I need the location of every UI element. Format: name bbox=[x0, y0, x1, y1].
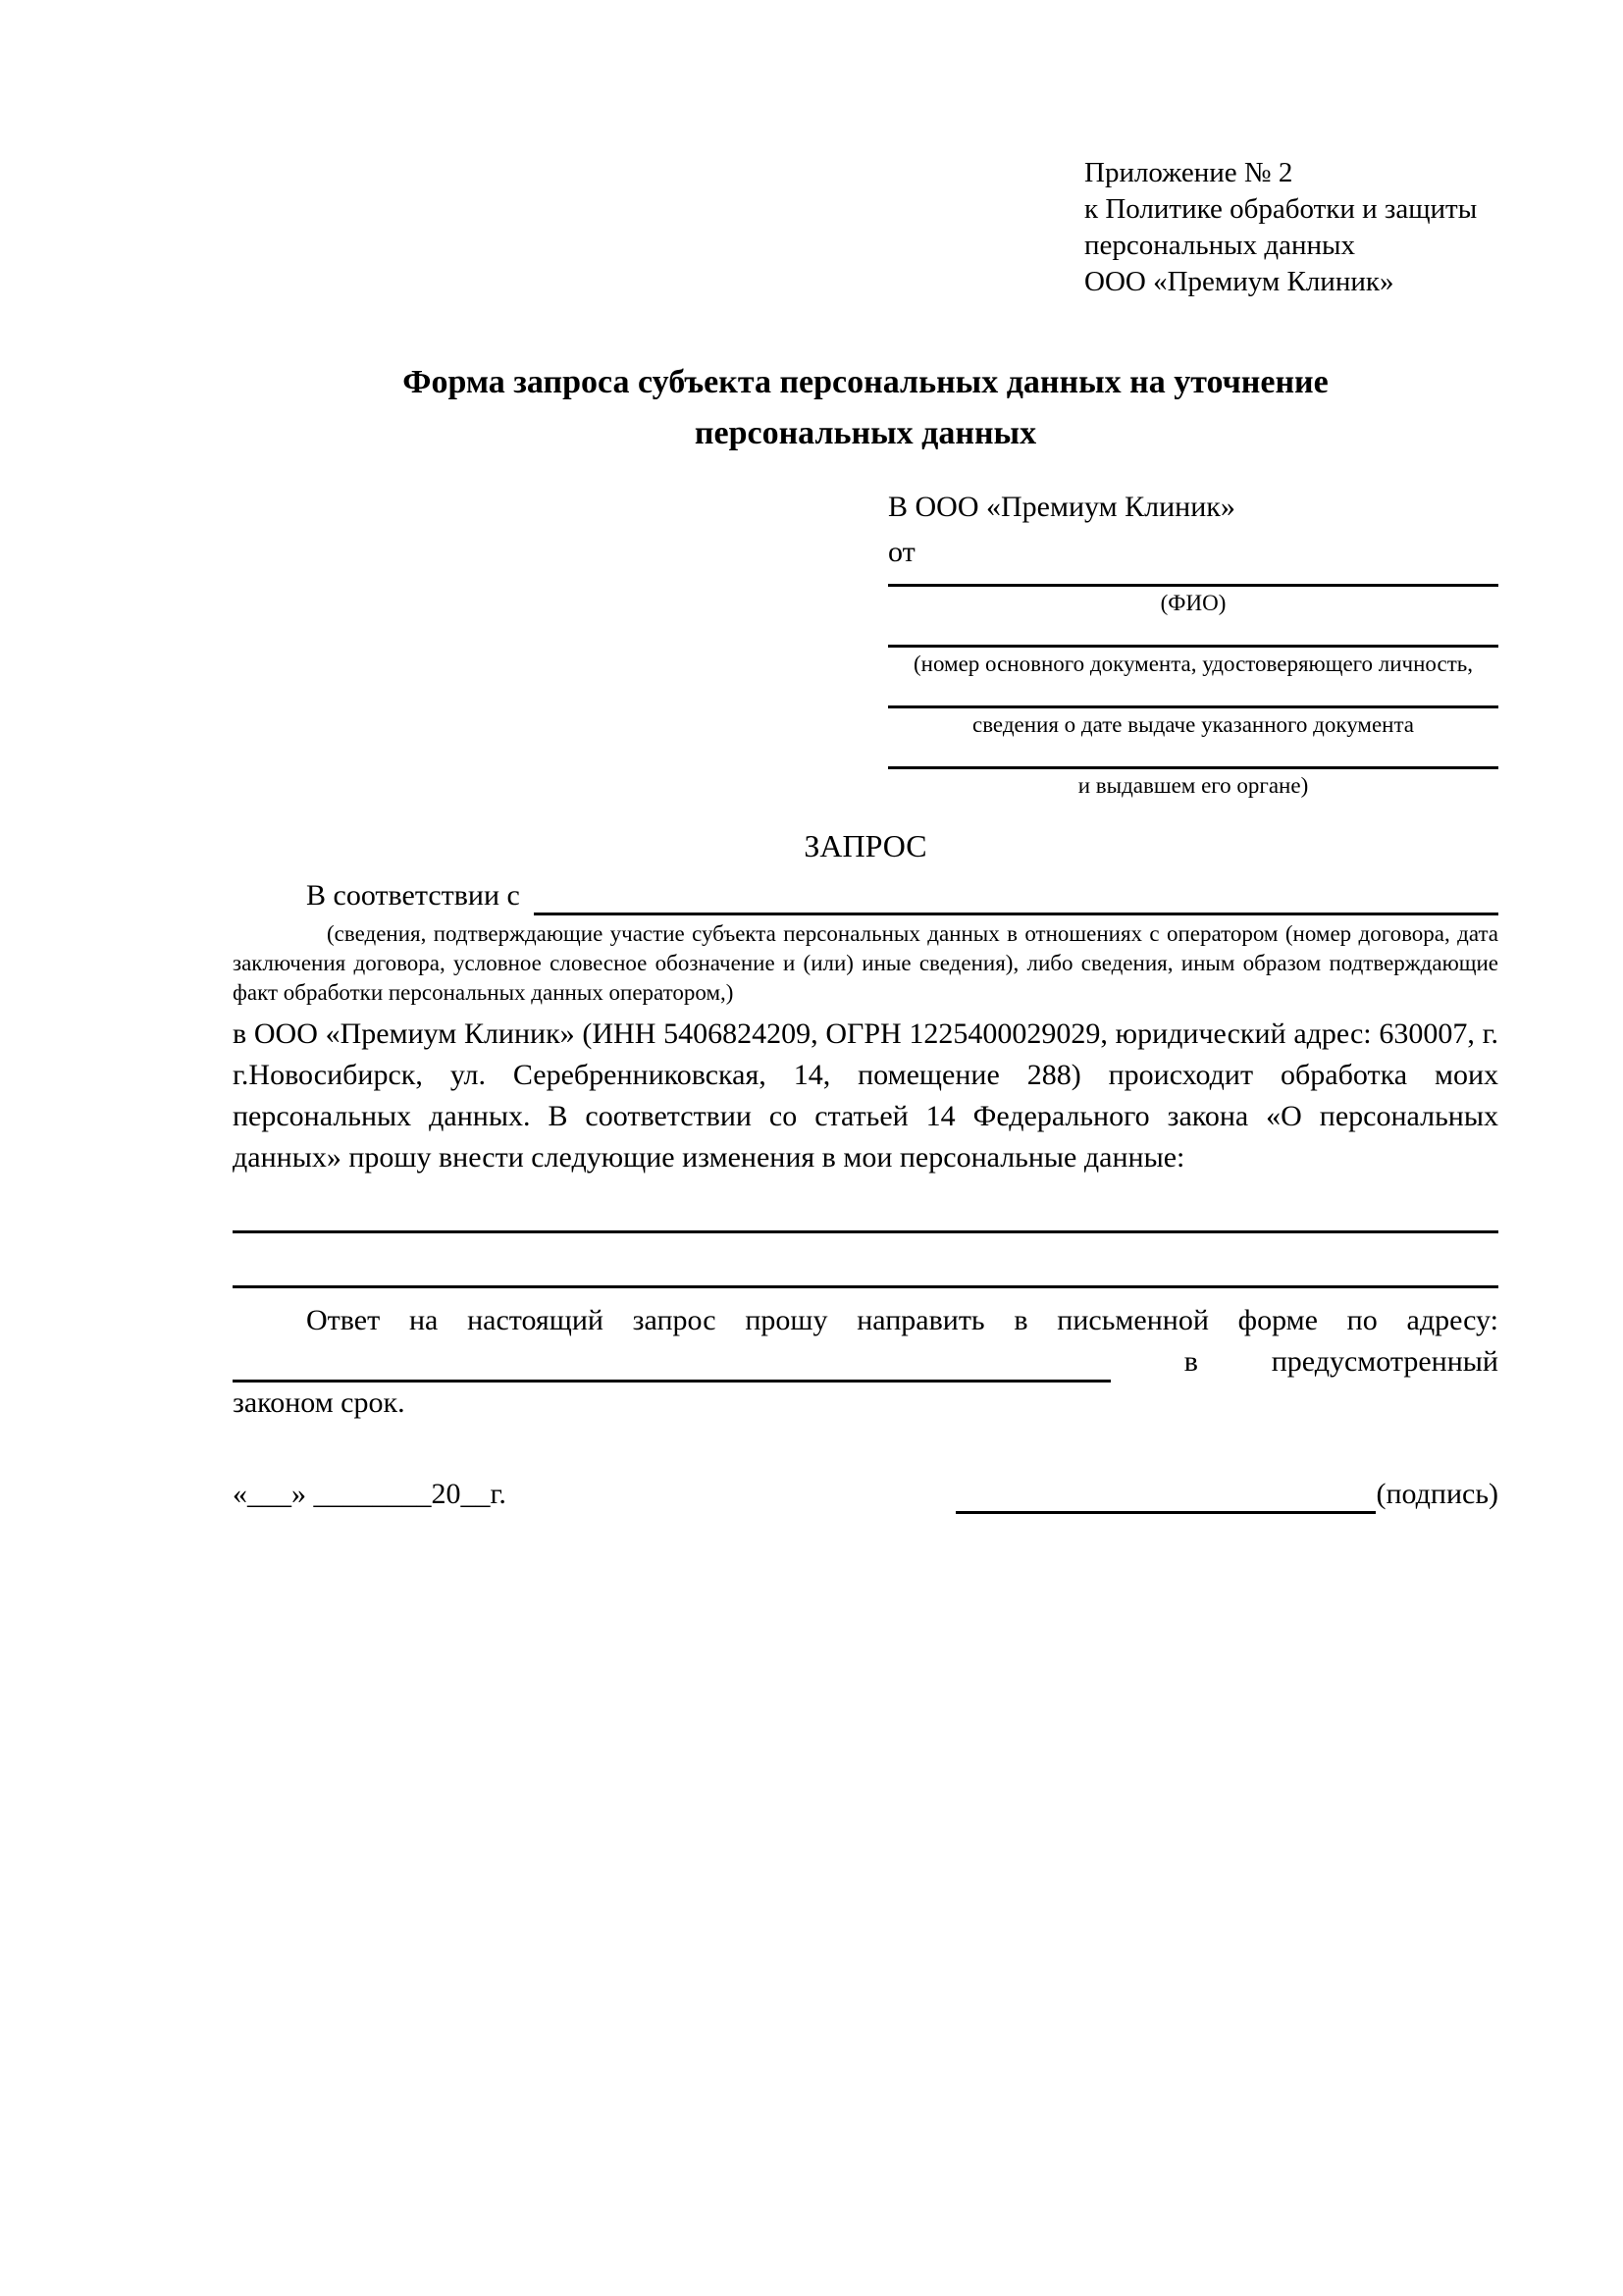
field-issuing-authority bbox=[888, 748, 1498, 802]
signature-caption: (подпись) bbox=[1376, 1478, 1498, 1510]
response-sentence-start: Ответ на настоящий запрос прошу направить в письменной форме по адресу: bbox=[306, 1304, 1498, 1336]
fio-caption: (ФИО) bbox=[1160, 591, 1227, 615]
response-address-row bbox=[233, 1341, 1498, 1383]
appendix-line: ООО «Премиум Клиник» bbox=[1084, 266, 1394, 297]
field-document-number bbox=[888, 626, 1498, 680]
recipient-block bbox=[888, 485, 1498, 802]
response-paragraph bbox=[233, 1300, 1498, 1424]
appendix-block bbox=[1084, 155, 1498, 300]
accordance-row bbox=[233, 876, 1498, 915]
appendix-line: персональных данных bbox=[1084, 230, 1356, 261]
accordance-fill-line bbox=[534, 882, 1498, 915]
issuing-authority-caption: и выдавшем его органе) bbox=[1077, 773, 1309, 798]
document-number-caption: (номер основного документа, удостоверяющего личность, bbox=[913, 652, 1473, 676]
accordance-note: (сведения, подтверждающие участие субъекта персональных данных в отношениях с оператором (номер договора, дата заключения договора, условное словесное обозначение и (или) иные сведения), либо сведения, иным образом подтверждающие факт обработки персональных данных оператором,) bbox=[233, 921, 1498, 1005]
issuing-authority-fill-line bbox=[888, 748, 1498, 769]
response-word: в bbox=[1183, 1345, 1198, 1378]
document-number-fill-line bbox=[888, 626, 1498, 648]
changes-fill-line bbox=[233, 1233, 1498, 1288]
field-fio bbox=[888, 575, 1498, 619]
changes-fill-line bbox=[233, 1178, 1498, 1233]
appendix-line: к Политике обработки и защиты bbox=[1084, 193, 1478, 225]
signature-fill-line bbox=[956, 1481, 1376, 1514]
recipient-to: В ООО «Премиум Клиник» bbox=[888, 491, 1235, 523]
request-body-paragraph: в ООО «Премиум Клиник» (ИНН 5406824209, ОГРН 1225400029029, юридический адрес: 630007, г. г.Новосибирск, ул. Серебренниковская, 14, помещение 288) происходит обработка моих персональных данных. В соответствии со статьей 14 Федерального закона «О персональных данных» прошу внести следующие изменения в мои персональные данные: bbox=[233, 1018, 1498, 1174]
request-heading: ЗАПРОС bbox=[804, 828, 927, 863]
fio-fill-line bbox=[888, 575, 1498, 587]
appendix-line: Приложение № 2 bbox=[1084, 157, 1293, 188]
signature-group bbox=[956, 1475, 1498, 1514]
field-document-issue-date bbox=[888, 687, 1498, 741]
response-word: предусмотренный bbox=[1271, 1345, 1498, 1378]
response-sentence-end: законом срок. bbox=[233, 1386, 405, 1419]
date-signature-row bbox=[233, 1475, 1498, 1514]
page-title: Форма запроса субъекта персональных данных на уточнение персональных данных bbox=[402, 364, 1329, 451]
address-fill-line bbox=[233, 1349, 1111, 1383]
issue-date-caption: сведения о дате выдаче указанного документа bbox=[971, 712, 1415, 737]
recipient-from-label: от bbox=[888, 536, 916, 568]
date-blank: «___» ________20__г. bbox=[233, 1478, 506, 1510]
accordance-prefix: В соответствии с bbox=[306, 879, 520, 912]
issue-date-fill-line bbox=[888, 687, 1498, 708]
